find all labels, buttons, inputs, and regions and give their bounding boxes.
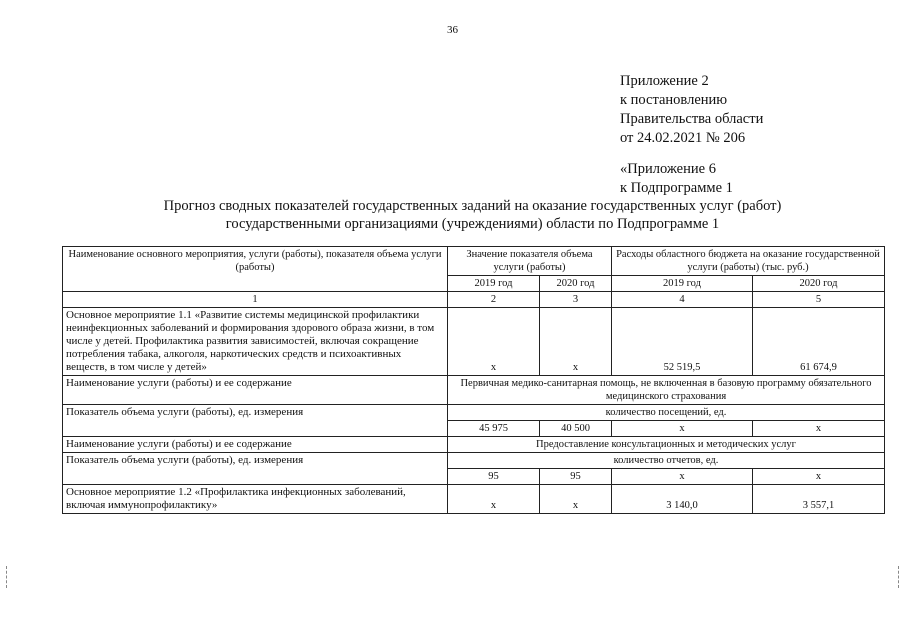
service-value: Первичная медико-санитарная помощь, не включенная в базовую программу обязательного медицинского страхования [448,376,885,405]
table-cell: 61 674,9 [753,308,885,376]
event-name: Основное мероприятие 1.2 «Профилактика инфекционных заболеваний, включая иммунопрофилактику» [63,485,448,514]
table-cell: 52 519,5 [612,308,753,376]
table-cell: х [540,308,612,376]
table-cell: 95 [540,469,612,485]
header-cell: Расходы областного бюджета на оказание государственной услуги (работы) (тыс. руб.) [612,247,885,276]
service-value: Предоставление консультационных и методических услуг [448,437,885,453]
table-row [63,376,885,405]
title-line: государственными организациями (учреждениями) области по Подпрограмме 1 [225,216,720,232]
appendix-line: от 24.02.2021 № 206 [620,130,746,146]
title-line: Прогноз сводных показателей государственных заданий на оказание государственных услуг (работ) [163,198,782,214]
appendix-line: Приложение 2 [620,73,709,89]
document-title [0,197,905,233]
table-row [63,308,885,376]
header-cell: Наименование основного мероприятия, услуги (работы), показателя объема услуги (работы) [63,247,448,292]
table-cell: 3 140,0 [612,485,753,514]
table-cell: х [448,485,540,514]
service-label: Наименование услуги (работы) и ее содержание [63,376,448,405]
appendix6-line: к Подпрограмме 1 [620,180,733,196]
page-number: 36 [447,24,458,36]
table-row [63,485,885,514]
header-cell: 2020 год [540,276,612,292]
column-number: 4 [612,292,753,308]
table-cell: 3 557,1 [753,485,885,514]
appendix6-line: «Приложение 6 [620,161,716,177]
table-row [63,437,885,453]
table-cell: х [448,308,540,376]
indicator-unit: количество посещений, ед. [448,405,885,421]
appendix6-block [620,160,733,198]
header-cell: Значение показателя объема услуги (работы) [448,247,612,276]
forecast-table [62,246,885,514]
appendix-block [620,72,763,148]
scan-edge-mark [6,566,9,588]
indicator-unit: количество отчетов, ед. [448,453,885,469]
table-cell: х [540,485,612,514]
table-cell: х [753,469,885,485]
appendix-line: Правительства области [620,111,764,127]
table-cell: х [612,421,753,437]
table-cell: 40 500 [540,421,612,437]
header-cell: 2020 год [753,276,885,292]
table-header-row [63,247,885,276]
column-number: 2 [448,292,540,308]
table-cell: х [612,469,753,485]
scan-edge-mark [898,566,901,588]
header-cell: 2019 год [448,276,540,292]
table-row [63,453,885,469]
indicator-label: Показатель объема услуги (работы), ед. измерения [63,405,448,437]
column-number: 5 [753,292,885,308]
table-row [63,405,885,421]
table-cell: 45 975 [448,421,540,437]
indicator-label: Показатель объема услуги (работы), ед. измерения [63,453,448,485]
table-row [63,292,885,308]
column-number: 1 [63,292,448,308]
header-cell: 2019 год [612,276,753,292]
appendix-line: к постановлению [620,92,728,108]
event-name: Основное мероприятие 1.1 «Развитие системы медицинской профилактики неинфекционных заболеваний и формирования здорового образа жизни, в том числе у детей. Профилактика развития зависимостей, включая сокращение потребления табака, алкоголя, наркотических средств и психоактивных веществ, в том числе у детей» [63,308,448,376]
table-cell: 95 [448,469,540,485]
table-cell: х [753,421,885,437]
column-number: 3 [540,292,612,308]
service-label: Наименование услуги (работы) и ее содержание [63,437,448,453]
